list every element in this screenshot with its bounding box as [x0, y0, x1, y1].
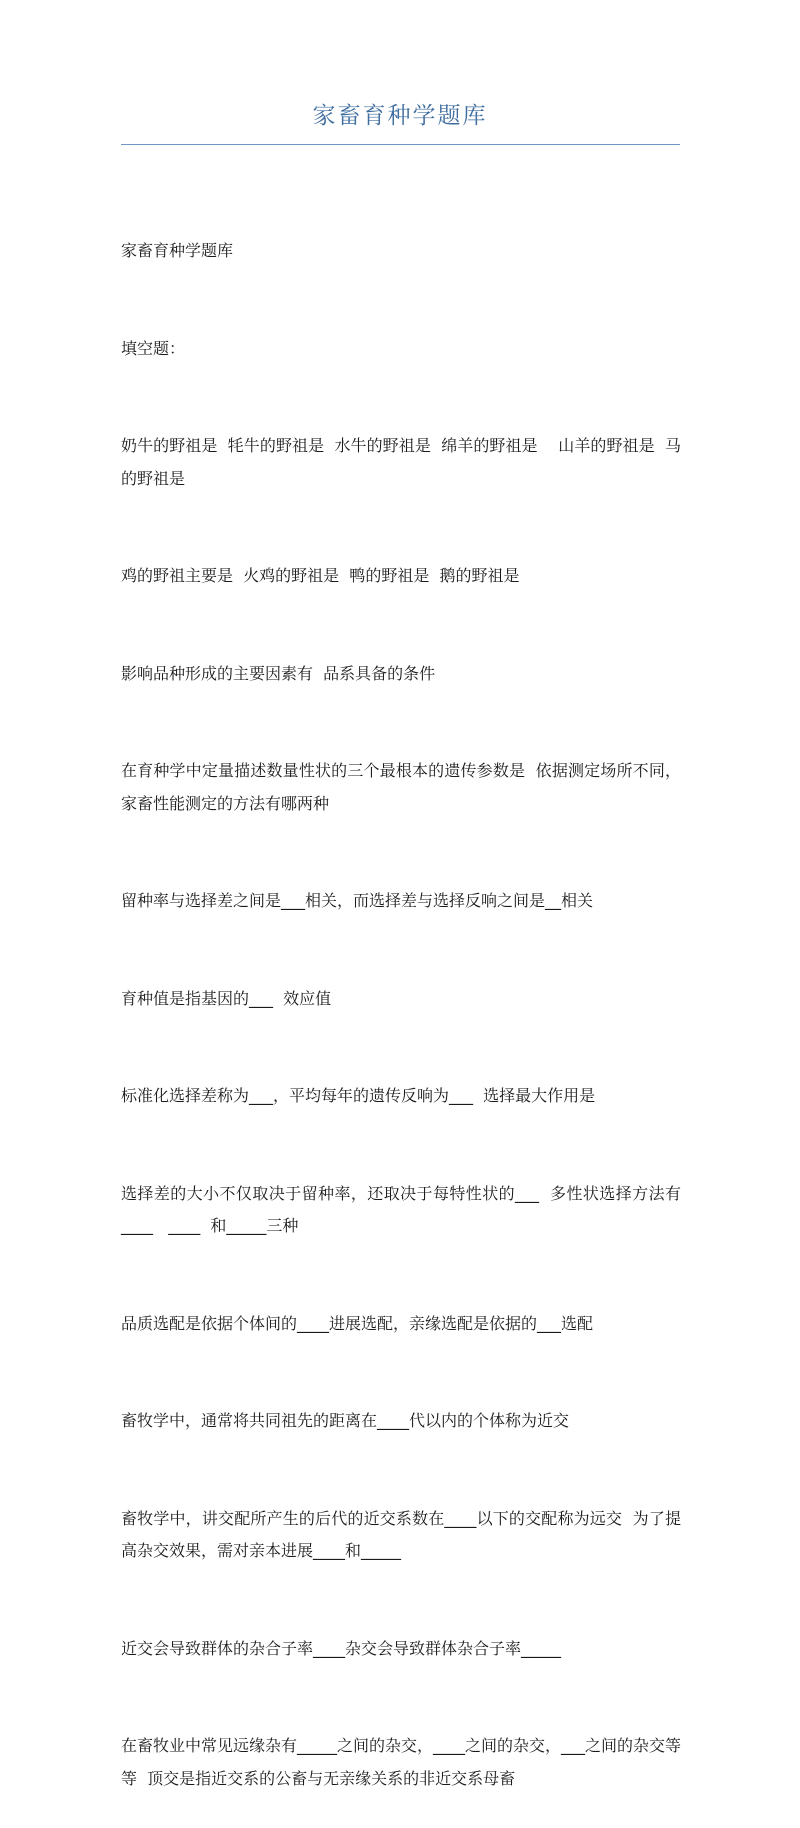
- paragraph: 选择差的大小不仅取决于留种率，还取决于每特性状的___ 多性状选择方法有____ ____ 和_____三种: [121, 1183, 681, 1235]
- paragraph: 畜牧学中，讲交配所产生的后代的近交系数在____以下的交配称为远交 为了提高杂交效果，需对亲本进展____和_____: [121, 1508, 681, 1560]
- paragraph: 标准化选择差称为___，平均每年的遗传反响为___ 选择最大作用是: [121, 1086, 596, 1105]
- document-title: 家畜育种学题库: [312, 103, 488, 129]
- paragraph: 品质选配是依据个体间的____进展选配，亲缘选配是依据的___选配: [121, 1313, 594, 1333]
- paragraph-section-label: 填空题：: [121, 338, 186, 358]
- paragraph: 鸡的野祖主要是 火鸡的野祖是 鸭的野祖是 鹅的野祖是: [121, 566, 520, 585]
- paragraph: 育种值是指基因的___ 效应值: [121, 988, 332, 1008]
- paragraph: 在育种学中定量描述数量性状的三个最根本的遗传参数是 依据测定场所不同，家畜性能测定的方法有哪两种: [121, 761, 681, 813]
- paragraph: 影响品种形成的主要因素有 品系具备的条件: [121, 663, 436, 683]
- paragraph: 近交会导致群体的杂合子率____杂交会导致群体杂合子率_____: [121, 1638, 562, 1658]
- paragraph: 畜牧学中，通常将共同祖先的距离在____代以内的个体称为近交: [121, 1411, 570, 1430]
- title-divider: [121, 144, 680, 145]
- paragraph-heading: 家畜育种学题库: [121, 241, 234, 260]
- document-body: [121, 170, 681, 1828]
- paragraph: 在畜牧业中常见远缘杂有_____之间的杂交，____之间的杂交，___之间的杂交等等 顶交是指近交系的公畜与无亲缘关系的非近交系母畜: [121, 1736, 682, 1788]
- paragraph: 留种率与选择差之间是___相关，而选择差与选择反响之间是__相关: [121, 891, 594, 910]
- paragraph: 奶牛的野祖是 牦牛的野祖是 水牛的野祖是 绵羊的野祖是 山羊的野祖是 马的野祖是: [121, 436, 681, 488]
